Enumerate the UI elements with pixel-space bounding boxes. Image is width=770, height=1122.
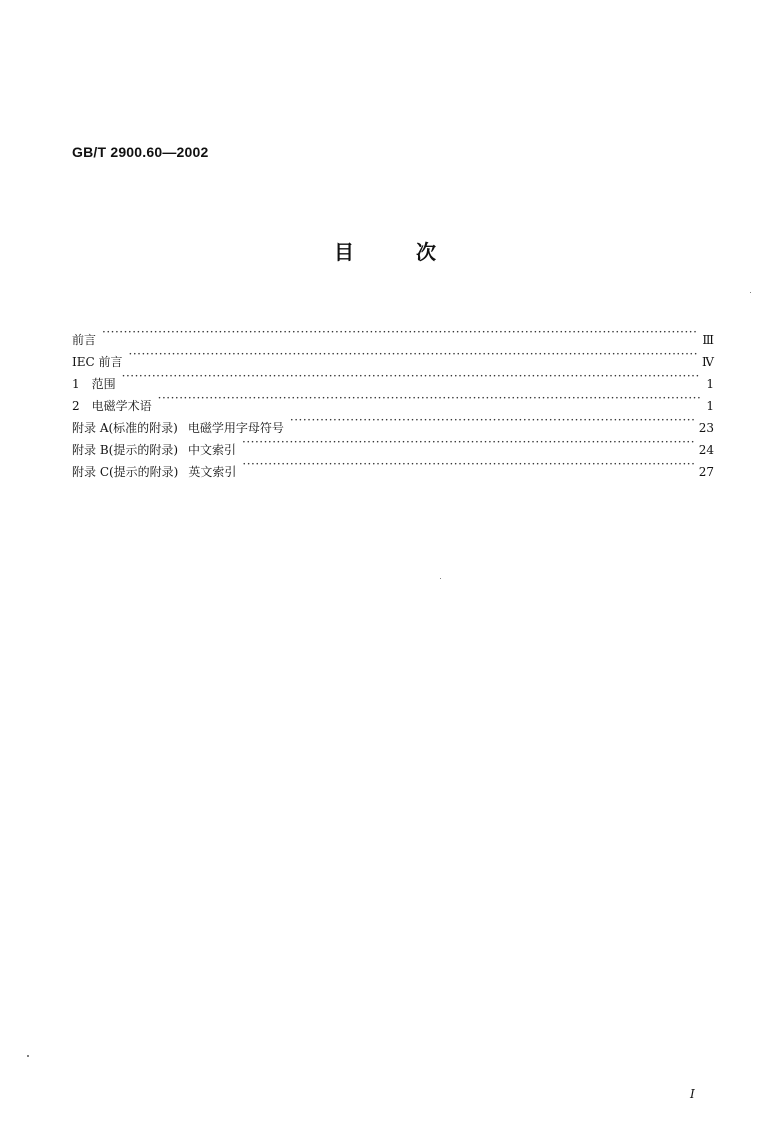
standard-code: GB/T 2900.60—2002 [72,144,209,160]
toc-leader-dots [242,454,694,476]
toc-entry-page: 23 [698,421,714,435]
toc-title [0,236,770,265]
toc-entry-page: 1 [706,399,714,413]
page-number: I [690,1087,695,1101]
toc-leader-dots [158,388,700,410]
toc-entry-label [72,439,242,461]
toc-entry-annex-subtitle: 英文索引 [188,465,237,479]
toc-title-char-2: 次 [416,240,436,264]
toc-title-char-1: 目 [334,240,354,264]
toc-entry-page: 24 [698,443,714,457]
toc-entry-foreword[interactable] [72,322,714,347]
toc-entry-page: Ⅲ [702,333,714,347]
toc-entry-label: 1 范围 [72,377,116,391]
toc-entry-annex-label: 附录 B(提示的附录) [72,443,178,457]
toc-leader-dots [102,322,698,344]
scan-speck [750,292,751,293]
toc-entry-annex-label: 附录 A(标准的附录) [72,421,178,435]
toc-entry-label [72,461,242,483]
toc-entry-iec-foreword[interactable] [72,344,714,369]
toc-entry-annex-subtitle: 中文索引 [188,443,237,457]
toc-entry-label: 2 电磁学术语 [72,399,152,413]
toc-entry-terms[interactable] [72,388,714,413]
toc-entry-page: 1 [706,377,714,391]
toc-entry-page: Ⅳ [702,355,714,369]
toc-leader-dots [122,366,700,388]
toc-leader-dots [129,344,699,366]
toc-entry-label: 前言 [72,333,97,347]
scan-speck [440,578,441,579]
toc-leader-dots [290,410,695,432]
toc-leader-dots [242,432,695,454]
toc-entry-annex-subtitle: 电磁学用字母符号 [187,421,284,435]
toc-entry-annex-a[interactable] [72,410,714,435]
toc-entry-page: 27 [698,465,714,479]
table-of-contents [72,322,714,479]
toc-entry-annex-label: 附录 C(提示的附录) [72,465,179,479]
toc-entry-label: IEC 前言 [72,355,123,369]
scan-speck [27,1055,29,1057]
toc-entry-scope[interactable] [72,366,714,391]
